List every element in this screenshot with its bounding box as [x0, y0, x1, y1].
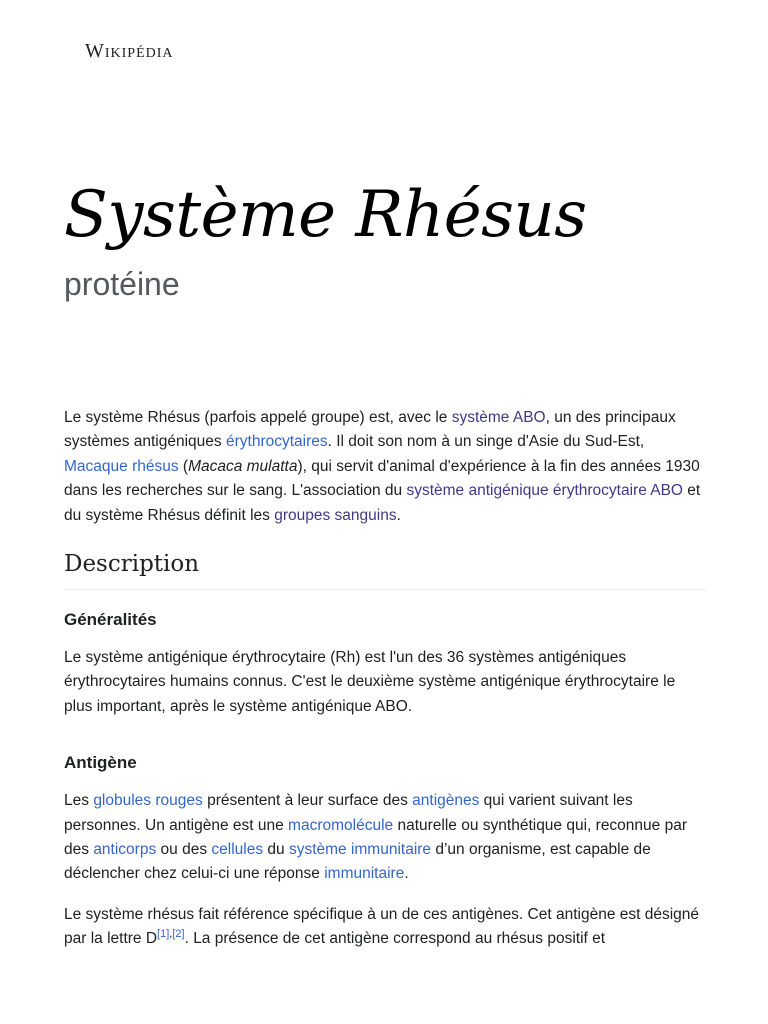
link-antigenes[interactable]: antigènes: [412, 792, 480, 810]
reference-link-2[interactable]: [2]: [172, 928, 185, 941]
text: d’un organisme, est capable de déclencher chez celui-ci une réponse: [64, 841, 651, 883]
wikipedia-logo[interactable]: Wikipédia: [85, 40, 174, 62]
page-title: Système Rhésus: [64, 178, 587, 252]
text: Les: [64, 792, 94, 810]
link-systeme-abo[interactable]: système ABO: [451, 409, 546, 426]
text: ), qui servit d'animal d'expérience à la fin des années 1930 dans les recherches sur le sang. L'association du: [64, 457, 700, 500]
text: . La présence de cet antigène correspond au rhésus positif et: [184, 930, 606, 948]
subsection-heading-generalites: Généralités: [64, 610, 157, 630]
link-erythrocytaires[interactable]: érythrocytaires: [225, 433, 328, 451]
text: ou des: [156, 841, 212, 859]
text: (: [178, 457, 189, 475]
reference-separator: ,: [169, 928, 173, 941]
text: .: [396, 506, 401, 524]
text: et du système Rhésus définit les: [64, 482, 701, 524]
link-systeme-antigenique-abo[interactable]: système antigénique érythrocytaire ABO: [406, 482, 683, 500]
text: naturelle ou synthétique qui, reconnue par des: [64, 816, 687, 859]
intro-paragraph: [64, 406, 706, 528]
text: .: [404, 865, 409, 883]
antigene-paragraph-1: [64, 789, 706, 887]
link-systeme-immunitaire[interactable]: système immunitaire: [288, 841, 432, 859]
link-macaque-rhesus[interactable]: Macaque rhésus: [64, 457, 179, 475]
text: présentent à leur surface des: [202, 792, 413, 810]
antigene-paragraph-2: [64, 903, 706, 952]
text: , un des principaux systèmes antigéniques: [64, 409, 676, 451]
text: du: [263, 841, 289, 859]
text: qui varient suivant les personnes. Un antigène est une: [64, 792, 633, 834]
link-globules-rouges[interactable]: globules rouges: [93, 792, 203, 810]
text: Le système rhésus fait référence spécifique à un de ces antigènes. Cet antigène est désigné par la lettre D: [64, 905, 700, 948]
reference-link-1[interactable]: [1]: [157, 928, 170, 941]
article-content: [64, 406, 706, 968]
subsection-heading-antigene: Antigène: [64, 753, 137, 773]
link-anticorps[interactable]: anticorps: [93, 841, 157, 859]
link-cellules[interactable]: cellules: [211, 841, 264, 859]
generalites-paragraph: Le système antigénique érythrocytaire (Rh) est l'un des 36 systèmes antigéniques érythrocytaires humains connus. C'est le deuxième système antigénique érythrocytaire le plus important, après le système antigénique ABO.: [64, 649, 676, 715]
text: Le système Rhésus (parfois appelé groupe) est, avec le: [64, 409, 452, 426]
link-immunitaire[interactable]: immunitaire: [324, 865, 405, 883]
page-subtitle: protéine: [64, 266, 180, 302]
reference-group: [157, 928, 185, 940]
italic-species-name: Macaca mulatta: [188, 457, 298, 475]
section-heading-description: Description: [64, 551, 706, 590]
text: . Il doit son nom à un singe d'Asie du Sud-Est,: [327, 433, 645, 451]
link-groupes-sanguins[interactable]: groupes sanguins: [274, 506, 397, 524]
link-macromolecule[interactable]: macromolécule: [288, 816, 394, 834]
